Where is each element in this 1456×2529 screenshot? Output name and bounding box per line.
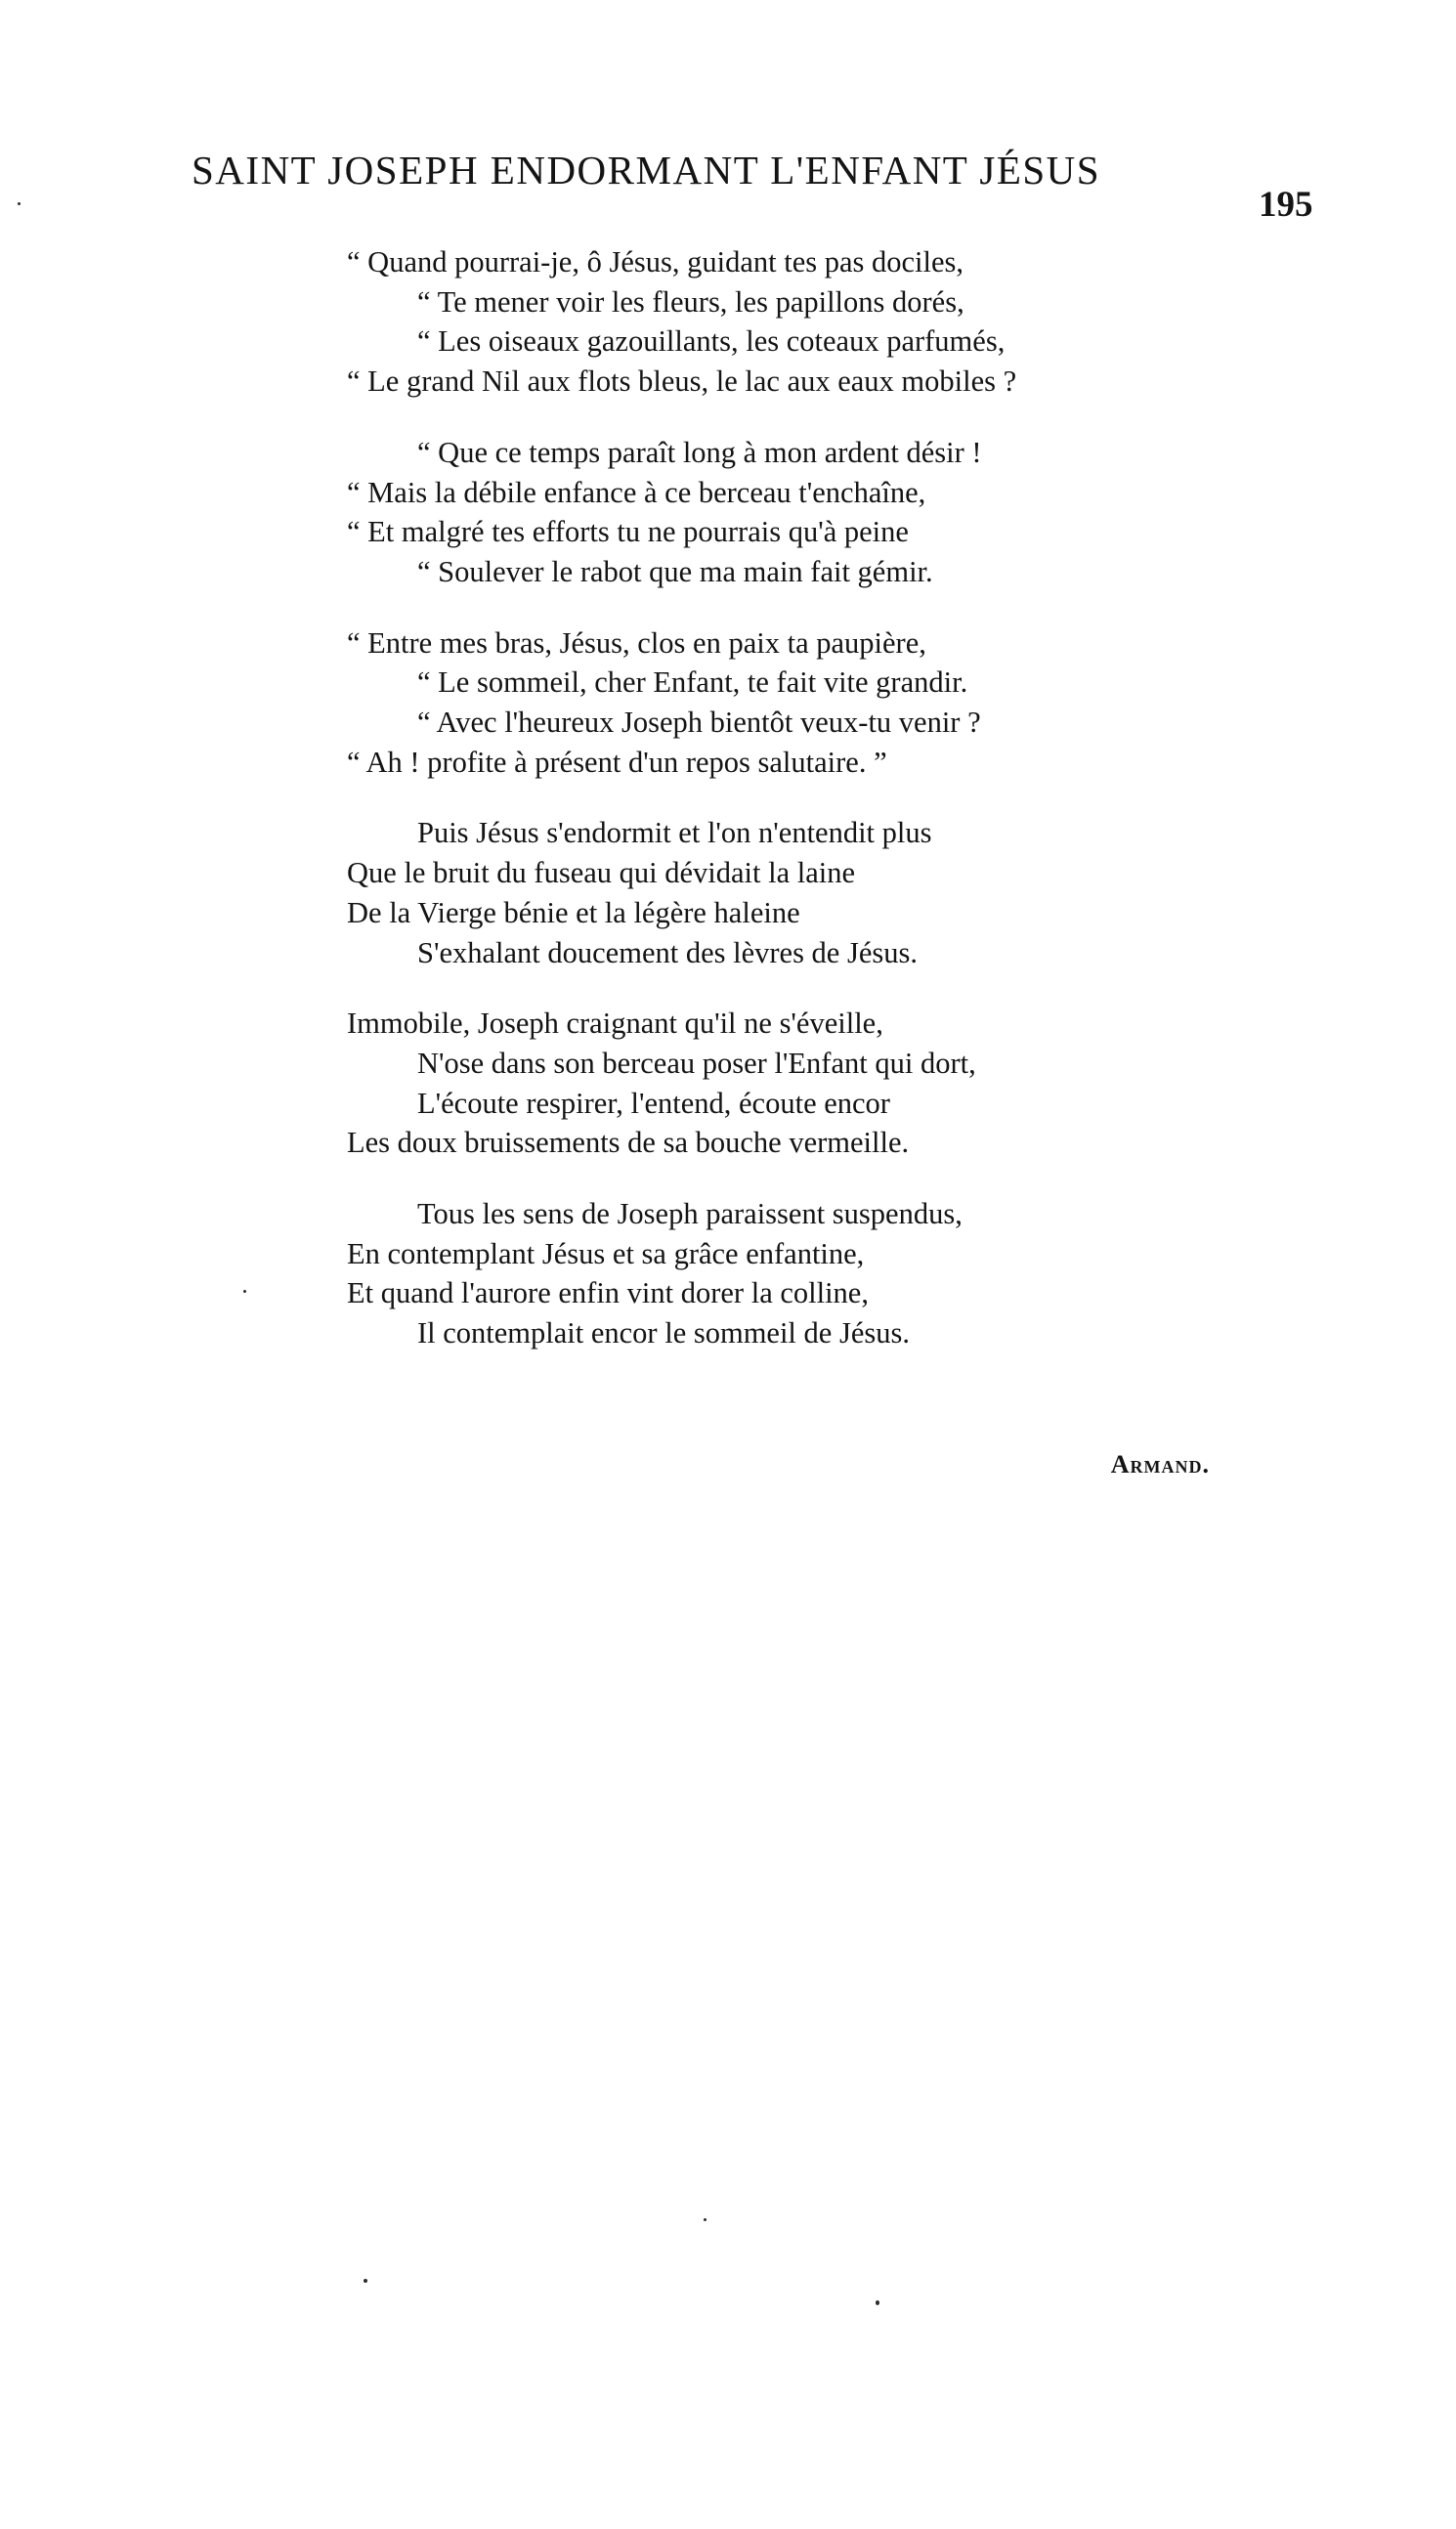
author-signature: Armand. [1110,1450,1210,1479]
poem-line: Que le bruit du fuseau qui dévidait la laine [347,856,856,890]
poem-line: De la Vierge bénie et la légère haleine [347,895,800,929]
poem-line: “ Et malgré tes efforts tu ne pourrais qu'à peine [347,515,909,549]
running-title: SAINT JOSEPH ENDORMANT L'ENFANT JÉSUS [192,148,1101,193]
scan-speck [876,2300,879,2305]
poem [347,242,1226,1385]
stanza [347,433,1226,592]
scan-speck [364,2279,367,2283]
scan-speck [18,202,21,205]
poem-line: Tous les sens de Joseph paraissent suspendus, [417,1197,963,1231]
stanza [347,242,1226,402]
poem-line: “ Soulever le rabot que ma main fait gémir. [417,554,933,588]
poem-line: “ Que ce temps paraît long à mon ardent désir ! [417,435,982,469]
stanza [347,1004,1226,1163]
poem-line: L'écoute respirer, l'entend, écoute encor [417,1086,890,1120]
poem-line: S'exhalant doucement des lèvres de Jésus. [417,935,918,969]
poem-line: Et quand l'aurore enfin vint dorer la colline, [347,1276,869,1310]
poem-line: “ Ah ! profite à présent d'un repos salutaire. ” [347,745,887,779]
poem-line: Puis Jésus s'endormit et l'on n'entendit plus [417,816,932,850]
stanza [347,623,1226,783]
poem-line: “ Entre mes bras, Jésus, clos en paix ta paupière, [347,625,926,660]
poem-line: Les doux bruissements de sa bouche vermeille. [347,1126,910,1160]
poem-line: En contemplant Jésus et sa grâce enfantine, [347,1236,865,1270]
poem-line: Il contemplait encor le sommeil de Jésus. [417,1316,910,1350]
poem-line: N'ose dans son berceau poser l'Enfant qui dort, [417,1046,976,1080]
poem-line: “ Quand pourrai-je, ô Jésus, guidant tes pas dociles, [347,245,964,279]
poem-line: “ Le grand Nil aux flots bleus, le lac aux eaux mobiles ? [347,364,1017,399]
stanza [347,813,1226,972]
poem-line: “ Mais la débile enfance à ce berceau t'enchaîne, [347,475,926,509]
poem-line: “ Le sommeil, cher Enfant, te fait vite grandir. [417,665,968,700]
scan-speck [704,2218,707,2221]
page-number: 195 [1259,185,1313,225]
scan-speck [243,1290,246,1293]
poem-line: Immobile, Joseph craignant qu'il ne s'éveille, [347,1007,883,1041]
poem-line: “ Avec l'heureux Joseph bientôt veux-tu venir ? [417,706,981,740]
stanza [347,1194,1226,1353]
poem-line: “ Te mener voir les fleurs, les papillons dorés, [417,284,964,319]
poem-line: “ Les oiseaux gazouillants, les coteaux parfumés, [417,324,1006,359]
